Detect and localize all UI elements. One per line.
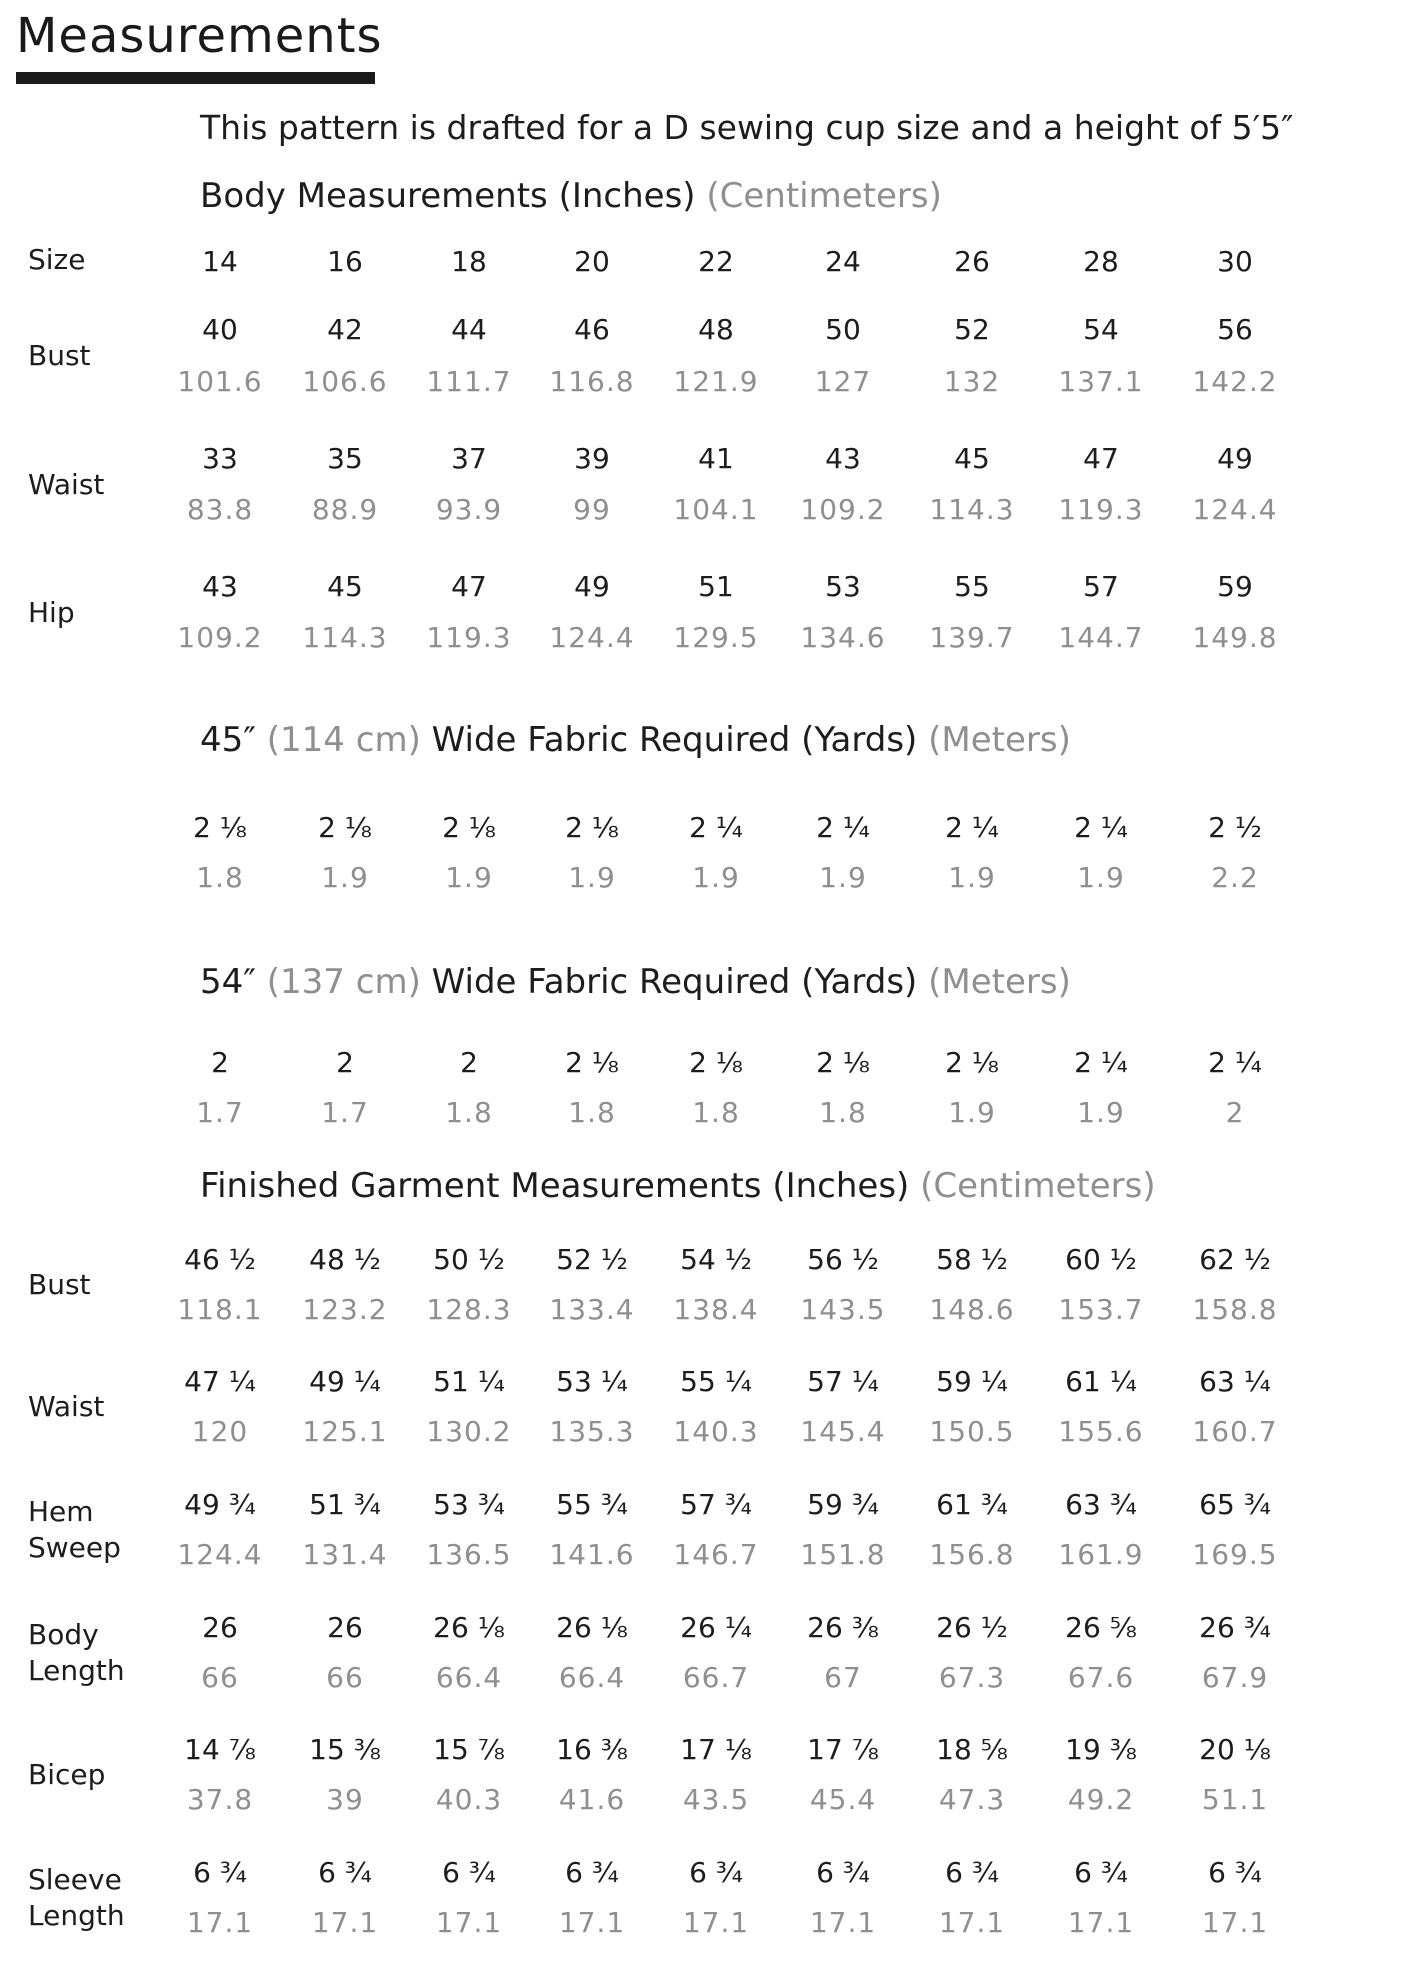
finished-row-inches-cell: 26 ⅛ (556, 1611, 628, 1644)
finished-row-cm-cell: 17.1 (311, 1906, 379, 1939)
finished-row-inches-cell: 60 ½ (1065, 1243, 1137, 1276)
body-row-inches-cell: 39 (574, 442, 610, 475)
body-row-cm-cell: 99 (573, 493, 611, 526)
finished-row-inches-cell: 6 ¾ (945, 1856, 999, 1889)
finished-row-inches-cell: 15 ⅜ (309, 1733, 381, 1766)
finished-row-inches-cell: 61 ¾ (936, 1488, 1008, 1521)
finished-row-inches-cell: 16 ⅜ (556, 1733, 628, 1766)
finished-row-cm-cell: 130.2 (426, 1415, 512, 1448)
body-row-cm-cell: 124.4 (1192, 493, 1278, 526)
size-cell: 24 (825, 245, 861, 278)
size-cell: 26 (954, 245, 990, 278)
size-cell: 20 (574, 245, 610, 278)
body-row-inches-cell: 59 (1217, 570, 1253, 603)
body-row-cm-cell: 83.8 (186, 493, 254, 526)
body-row-inches-cell: 47 (1083, 442, 1119, 475)
fabric54-inches-cell: 2 ⅛ (945, 1046, 999, 1079)
finished-row-inches-cell: 26 ½ (936, 1611, 1008, 1644)
finished-row-inches-cell: 6 ¾ (1208, 1856, 1262, 1889)
finished-row-inches-cell: 61 ¼ (1065, 1365, 1137, 1398)
fabric54-inches-cell: 2 (460, 1046, 478, 1079)
finished-heading-main: Finished Garment Measurements (Inches) (200, 1166, 910, 1206)
fabric54-width-cm: (137 cm) (266, 962, 421, 1002)
body-row-cm-cell: 139.7 (929, 621, 1015, 654)
fabric54-cm-cell: 1.7 (321, 1096, 369, 1129)
finished-row-cm-cell: 156.8 (929, 1538, 1015, 1571)
finished-heading-muted: (Centimeters) (920, 1166, 1156, 1206)
finished-row-cm-cell: 145.4 (800, 1415, 886, 1448)
finished-row-cm-cell: 125.1 (302, 1415, 388, 1448)
finished-row-cm-cell: 150.5 (929, 1415, 1015, 1448)
finished-row-cm-cell: 153.7 (1058, 1293, 1144, 1326)
body-row-cm-cell: 149.8 (1192, 621, 1278, 654)
fabric45-inches-cell: 2 ¼ (1074, 811, 1128, 844)
body-row-cm-cell: 101.6 (177, 365, 263, 398)
body-row-cm-cell: 111.7 (426, 365, 512, 398)
fabric45-cm-cell: 1.9 (321, 861, 369, 894)
size-cell: 14 (202, 245, 238, 278)
body-row-inches-cell: 49 (574, 570, 610, 603)
body-row-cm-cell: 137.1 (1058, 365, 1144, 398)
fabric45-cm-cell: 1.9 (568, 861, 616, 894)
finished-row-inches-cell: 55 ¼ (680, 1365, 752, 1398)
finished-row-cm-cell: 66.4 (558, 1661, 626, 1694)
finished-row-cm-cell: 158.8 (1192, 1293, 1278, 1326)
fabric54-inches-cell: 2 (336, 1046, 354, 1079)
fabric45-cm-cell: 1.9 (692, 861, 740, 894)
body-row-inches-cell: 45 (954, 442, 990, 475)
finished-row-cm-cell: 39 (326, 1783, 364, 1816)
fabric54-cm-cell: 1.8 (445, 1096, 493, 1129)
finished-row-cm-cell: 123.2 (302, 1293, 388, 1326)
body-row-cm-cell: 142.2 (1192, 365, 1278, 398)
finished-row-label: Sleeve (28, 1863, 122, 1896)
fabric54-inches-cell: 2 ¼ (1074, 1046, 1128, 1079)
size-cell: 28 (1083, 245, 1119, 278)
finished-row-inches-cell: 6 ¾ (318, 1856, 372, 1889)
fabric45-label: Wide Fabric Required (Yards) (431, 720, 918, 760)
body-row-inches-cell: 55 (954, 570, 990, 603)
finished-row-inches-cell: 26 ⅝ (1065, 1611, 1137, 1644)
fabric45-inches-cell: 2 ¼ (945, 811, 999, 844)
body-row-inches-cell: 52 (954, 313, 990, 346)
finished-row-label: Sweep (28, 1531, 121, 1564)
finished-row-inches-cell: 55 ¾ (556, 1488, 628, 1521)
body-row-inches-cell: 41 (698, 442, 734, 475)
fabric45-cm-cell: 1.9 (1077, 861, 1125, 894)
finished-row-cm-cell: 169.5 (1192, 1538, 1278, 1571)
finished-row-cm-cell: 67.6 (1067, 1661, 1135, 1694)
finished-row-inches-cell: 26 ⅛ (433, 1611, 505, 1644)
finished-row-inches-cell: 52 ½ (556, 1243, 628, 1276)
finished-row-cm-cell: 160.7 (1192, 1415, 1278, 1448)
fabric54-cm-cell: 1.8 (819, 1096, 867, 1129)
finished-row-inches-cell: 19 ⅜ (1065, 1733, 1137, 1766)
title-underline (16, 72, 375, 84)
finished-row-inches-cell: 57 ¼ (807, 1365, 879, 1398)
finished-row-cm-cell: 17.1 (1067, 1906, 1135, 1939)
body-row-cm-cell: 116.8 (549, 365, 635, 398)
finished-row-inches-cell: 49 ¼ (309, 1365, 381, 1398)
body-row-cm-cell: 134.6 (800, 621, 886, 654)
finished-row-inches-cell: 26 ⅜ (807, 1611, 879, 1644)
finished-row-cm-cell: 66 (326, 1661, 364, 1694)
fabric54-label: Wide Fabric Required (Yards) (431, 962, 918, 1002)
finished-row-inches-cell: 26 ¾ (1199, 1611, 1271, 1644)
fabric54-inches-cell: 2 ¼ (1208, 1046, 1262, 1079)
fabric54-inches-cell: 2 ⅛ (565, 1046, 619, 1079)
body-row-cm-cell: 106.6 (302, 365, 388, 398)
fabric45-unit: (Meters) (928, 720, 1071, 760)
fabric54-cm-cell: 2 (1225, 1096, 1245, 1129)
finished-row-inches-cell: 53 ¾ (433, 1488, 505, 1521)
page-title: Measurements (16, 8, 383, 64)
finished-row-cm-cell: 155.6 (1058, 1415, 1144, 1448)
body-row-cm-cell: 124.4 (549, 621, 635, 654)
body-row-inches-cell: 51 (698, 570, 734, 603)
finished-row-inches-cell: 46 ½ (184, 1243, 256, 1276)
fabric45-width: 45″ (200, 720, 256, 760)
finished-row-inches-cell: 17 ⅞ (807, 1733, 879, 1766)
finished-row-cm-cell: 17.1 (938, 1906, 1006, 1939)
fabric45-inches-cell: 2 ¼ (816, 811, 870, 844)
fabric54-width: 54″ (200, 962, 256, 1002)
finished-row-cm-cell: 140.3 (673, 1415, 759, 1448)
finished-row-inches-cell: 50 ½ (433, 1243, 505, 1276)
finished-row-inches-cell: 51 ¼ (433, 1365, 505, 1398)
finished-row-cm-cell: 17.1 (186, 1906, 254, 1939)
body-row-inches-cell: 56 (1217, 313, 1253, 346)
body-row-cm-cell: 129.5 (673, 621, 759, 654)
finished-row-inches-cell: 62 ½ (1199, 1243, 1271, 1276)
body-row-inches-cell: 37 (451, 442, 487, 475)
fabric54-inches-cell: 2 ⅛ (816, 1046, 870, 1079)
finished-row-cm-cell: 120 (191, 1415, 249, 1448)
finished-row-cm-cell: 161.9 (1058, 1538, 1144, 1571)
body-row-inches-cell: 54 (1083, 313, 1119, 346)
finished-row-cm-cell: 45.4 (809, 1783, 877, 1816)
finished-row-inches-cell: 63 ¾ (1065, 1488, 1137, 1521)
fabric45-inches-cell: 2 ⅛ (318, 811, 372, 844)
body-row-inches-cell: 44 (451, 313, 487, 346)
size-cell: 18 (451, 245, 487, 278)
fabric54-unit: (Meters) (928, 962, 1071, 1002)
fabric54-cm-cell: 1.8 (568, 1096, 616, 1129)
finished-row-cm-cell: 124.4 (177, 1538, 263, 1571)
finished-row-label: Length (28, 1899, 125, 1932)
body-row-cm-cell: 104.1 (673, 493, 759, 526)
fabric45-heading (200, 720, 1071, 760)
finished-row-inches-cell: 59 ¼ (936, 1365, 1008, 1398)
fabric54-cm-cell: 1.7 (196, 1096, 244, 1129)
finished-row-inches-cell: 48 ½ (309, 1243, 381, 1276)
finished-row-cm-cell: 43.5 (682, 1783, 750, 1816)
body-row-label: Hip (28, 595, 75, 629)
finished-row-cm-cell: 67.9 (1201, 1661, 1269, 1694)
fabric45-inches-cell: 2 ⅛ (565, 811, 619, 844)
finished-row-cm-cell: 17.1 (435, 1906, 503, 1939)
finished-row-inches-cell: 49 ¾ (184, 1488, 256, 1521)
finished-row-inches-cell: 15 ⅞ (433, 1733, 505, 1766)
fabric45-cm-cell: 1.9 (445, 861, 493, 894)
finished-row-inches-cell: 51 ¾ (309, 1488, 381, 1521)
finished-row-cm-cell: 37.8 (186, 1783, 254, 1816)
body-row-inches-cell: 43 (825, 442, 861, 475)
body-row-inches-cell: 48 (698, 313, 734, 346)
body-row-inches-cell: 43 (202, 570, 238, 603)
finished-row-inches-cell: 63 ¼ (1199, 1365, 1271, 1398)
finished-row-inches-cell: 59 ¾ (807, 1488, 879, 1521)
finished-row-inches-cell: 26 (202, 1611, 238, 1644)
body-row-cm-cell: 127 (814, 365, 872, 398)
finished-row-cm-cell: 146.7 (673, 1538, 759, 1571)
finished-row-label: Waist (28, 1390, 105, 1423)
finished-row-cm-cell: 47.3 (938, 1783, 1006, 1816)
body-row-inches-cell: 50 (825, 313, 861, 346)
finished-row-inches-cell: 6 ¾ (193, 1856, 247, 1889)
finished-row-inches-cell: 17 ⅛ (680, 1733, 752, 1766)
pattern-intro: This pattern is drafted for a D sewing cup size and a height of 5′5″ (200, 108, 1294, 147)
size-cell: 30 (1217, 245, 1253, 278)
body-row-label: Waist (28, 467, 105, 501)
body-row-cm-cell: 88.9 (311, 493, 379, 526)
finished-measurements-heading (200, 1166, 1156, 1206)
body-row-cm-cell: 114.3 (929, 493, 1015, 526)
body-row-cm-cell: 109.2 (177, 621, 263, 654)
finished-row-inches-cell: 47 ¼ (184, 1365, 256, 1398)
fabric45-width-cm: (114 cm) (266, 720, 421, 760)
fabric54-inches-cell: 2 (211, 1046, 229, 1079)
finished-row-cm-cell: 41.6 (558, 1783, 626, 1816)
fabric45-cm-cell: 1.9 (948, 861, 996, 894)
fabric54-cm-cell: 1.9 (948, 1096, 996, 1129)
body-heading-main: Body Measurements (Inches) (200, 176, 696, 216)
fabric54-inches-cell: 2 ⅛ (689, 1046, 743, 1079)
fabric45-inches-cell: 2 ⅛ (193, 811, 247, 844)
finished-row-inches-cell: 54 ½ (680, 1243, 752, 1276)
body-row-inches-cell: 33 (202, 442, 238, 475)
finished-row-label: Body (28, 1618, 99, 1651)
finished-row-inches-cell: 26 ¼ (680, 1611, 752, 1644)
fabric45-cm-cell: 1.9 (819, 861, 867, 894)
finished-row-inches-cell: 6 ¾ (689, 1856, 743, 1889)
fabric54-heading (200, 962, 1071, 1002)
body-row-inches-cell: 40 (202, 313, 238, 346)
body-row-inches-cell: 42 (327, 313, 363, 346)
finished-row-cm-cell: 151.8 (800, 1538, 886, 1571)
finished-row-cm-cell: 51.1 (1201, 1783, 1269, 1816)
fabric54-cm-cell: 1.8 (692, 1096, 740, 1129)
finished-row-label: Bicep (28, 1758, 106, 1791)
finished-row-cm-cell: 118.1 (177, 1293, 263, 1326)
finished-row-inches-cell: 14 ⅞ (184, 1733, 256, 1766)
finished-row-cm-cell: 133.4 (549, 1293, 635, 1326)
finished-row-cm-cell: 17.1 (558, 1906, 626, 1939)
fabric45-inches-cell: 2 ¼ (689, 811, 743, 844)
finished-row-label: Hem (28, 1495, 94, 1528)
finished-row-inches-cell: 18 ⅝ (936, 1733, 1008, 1766)
finished-row-inches-cell: 58 ½ (936, 1243, 1008, 1276)
body-row-inches-cell: 47 (451, 570, 487, 603)
body-row-cm-cell: 93.9 (435, 493, 503, 526)
finished-row-cm-cell: 67.3 (938, 1661, 1006, 1694)
finished-row-inches-cell: 26 (327, 1611, 363, 1644)
finished-row-cm-cell: 131.4 (302, 1538, 388, 1571)
finished-row-inches-cell: 6 ¾ (442, 1856, 496, 1889)
body-row-label: Bust (28, 339, 91, 372)
finished-row-label: Length (28, 1654, 125, 1687)
body-row-cm-cell: 109.2 (800, 493, 886, 526)
fabric45-cm-cell: 2.2 (1211, 861, 1259, 894)
finished-row-cm-cell: 17.1 (809, 1906, 877, 1939)
body-row-cm-cell: 144.7 (1058, 621, 1144, 654)
finished-row-inches-cell: 6 ¾ (816, 1856, 870, 1889)
size-cell: 16 (327, 245, 363, 278)
body-row-cm-cell: 119.3 (426, 621, 512, 654)
size-label: Size (28, 243, 86, 276)
body-row-cm-cell: 114.3 (302, 621, 388, 654)
finished-row-cm-cell: 66.7 (682, 1661, 750, 1694)
body-row-inches-cell: 49 (1217, 442, 1253, 475)
body-row-inches-cell: 53 (825, 570, 861, 603)
finished-row-inches-cell: 6 ¾ (565, 1856, 619, 1889)
body-row-inches-cell: 35 (327, 442, 363, 475)
finished-row-inches-cell: 20 ⅛ (1199, 1733, 1271, 1766)
finished-row-cm-cell: 143.5 (800, 1293, 886, 1326)
body-row-inches-cell: 46 (574, 313, 610, 346)
finished-row-cm-cell: 128.3 (426, 1293, 512, 1326)
fabric54-cm-cell: 1.9 (1077, 1096, 1125, 1129)
finished-row-cm-cell: 138.4 (673, 1293, 759, 1326)
finished-row-cm-cell: 148.6 (929, 1293, 1015, 1326)
finished-row-inches-cell: 57 ¾ (680, 1488, 752, 1521)
finished-row-cm-cell: 17.1 (1201, 1906, 1269, 1939)
body-row-cm-cell: 119.3 (1058, 493, 1144, 526)
body-row-inches-cell: 57 (1083, 570, 1119, 603)
finished-row-cm-cell: 17.1 (682, 1906, 750, 1939)
body-row-cm-cell: 132 (943, 365, 1001, 398)
fabric45-inches-cell: 2 ⅛ (442, 811, 496, 844)
body-measurements-heading (200, 176, 942, 216)
body-row-cm-cell: 121.9 (673, 365, 759, 398)
body-row-inches-cell: 45 (327, 570, 363, 603)
finished-row-inches-cell: 56 ½ (807, 1243, 879, 1276)
fabric45-cm-cell: 1.8 (196, 861, 244, 894)
finished-row-inches-cell: 53 ¼ (556, 1365, 628, 1398)
finished-row-inches-cell: 65 ¾ (1199, 1488, 1271, 1521)
finished-row-cm-cell: 49.2 (1067, 1783, 1135, 1816)
finished-row-cm-cell: 66.4 (435, 1661, 503, 1694)
finished-row-cm-cell: 40.3 (435, 1783, 503, 1816)
fabric45-inches-cell: 2 ½ (1208, 811, 1262, 844)
body-heading-muted: (Centimeters) (706, 176, 942, 216)
size-cell: 22 (698, 245, 734, 278)
finished-row-label: Bust (28, 1268, 91, 1301)
finished-row-cm-cell: 66 (201, 1661, 239, 1694)
finished-row-cm-cell: 135.3 (549, 1415, 635, 1448)
finished-row-inches-cell: 6 ¾ (1074, 1856, 1128, 1889)
finished-row-cm-cell: 136.5 (426, 1538, 512, 1571)
finished-row-cm-cell: 67 (824, 1661, 862, 1694)
finished-row-cm-cell: 141.6 (549, 1538, 635, 1571)
